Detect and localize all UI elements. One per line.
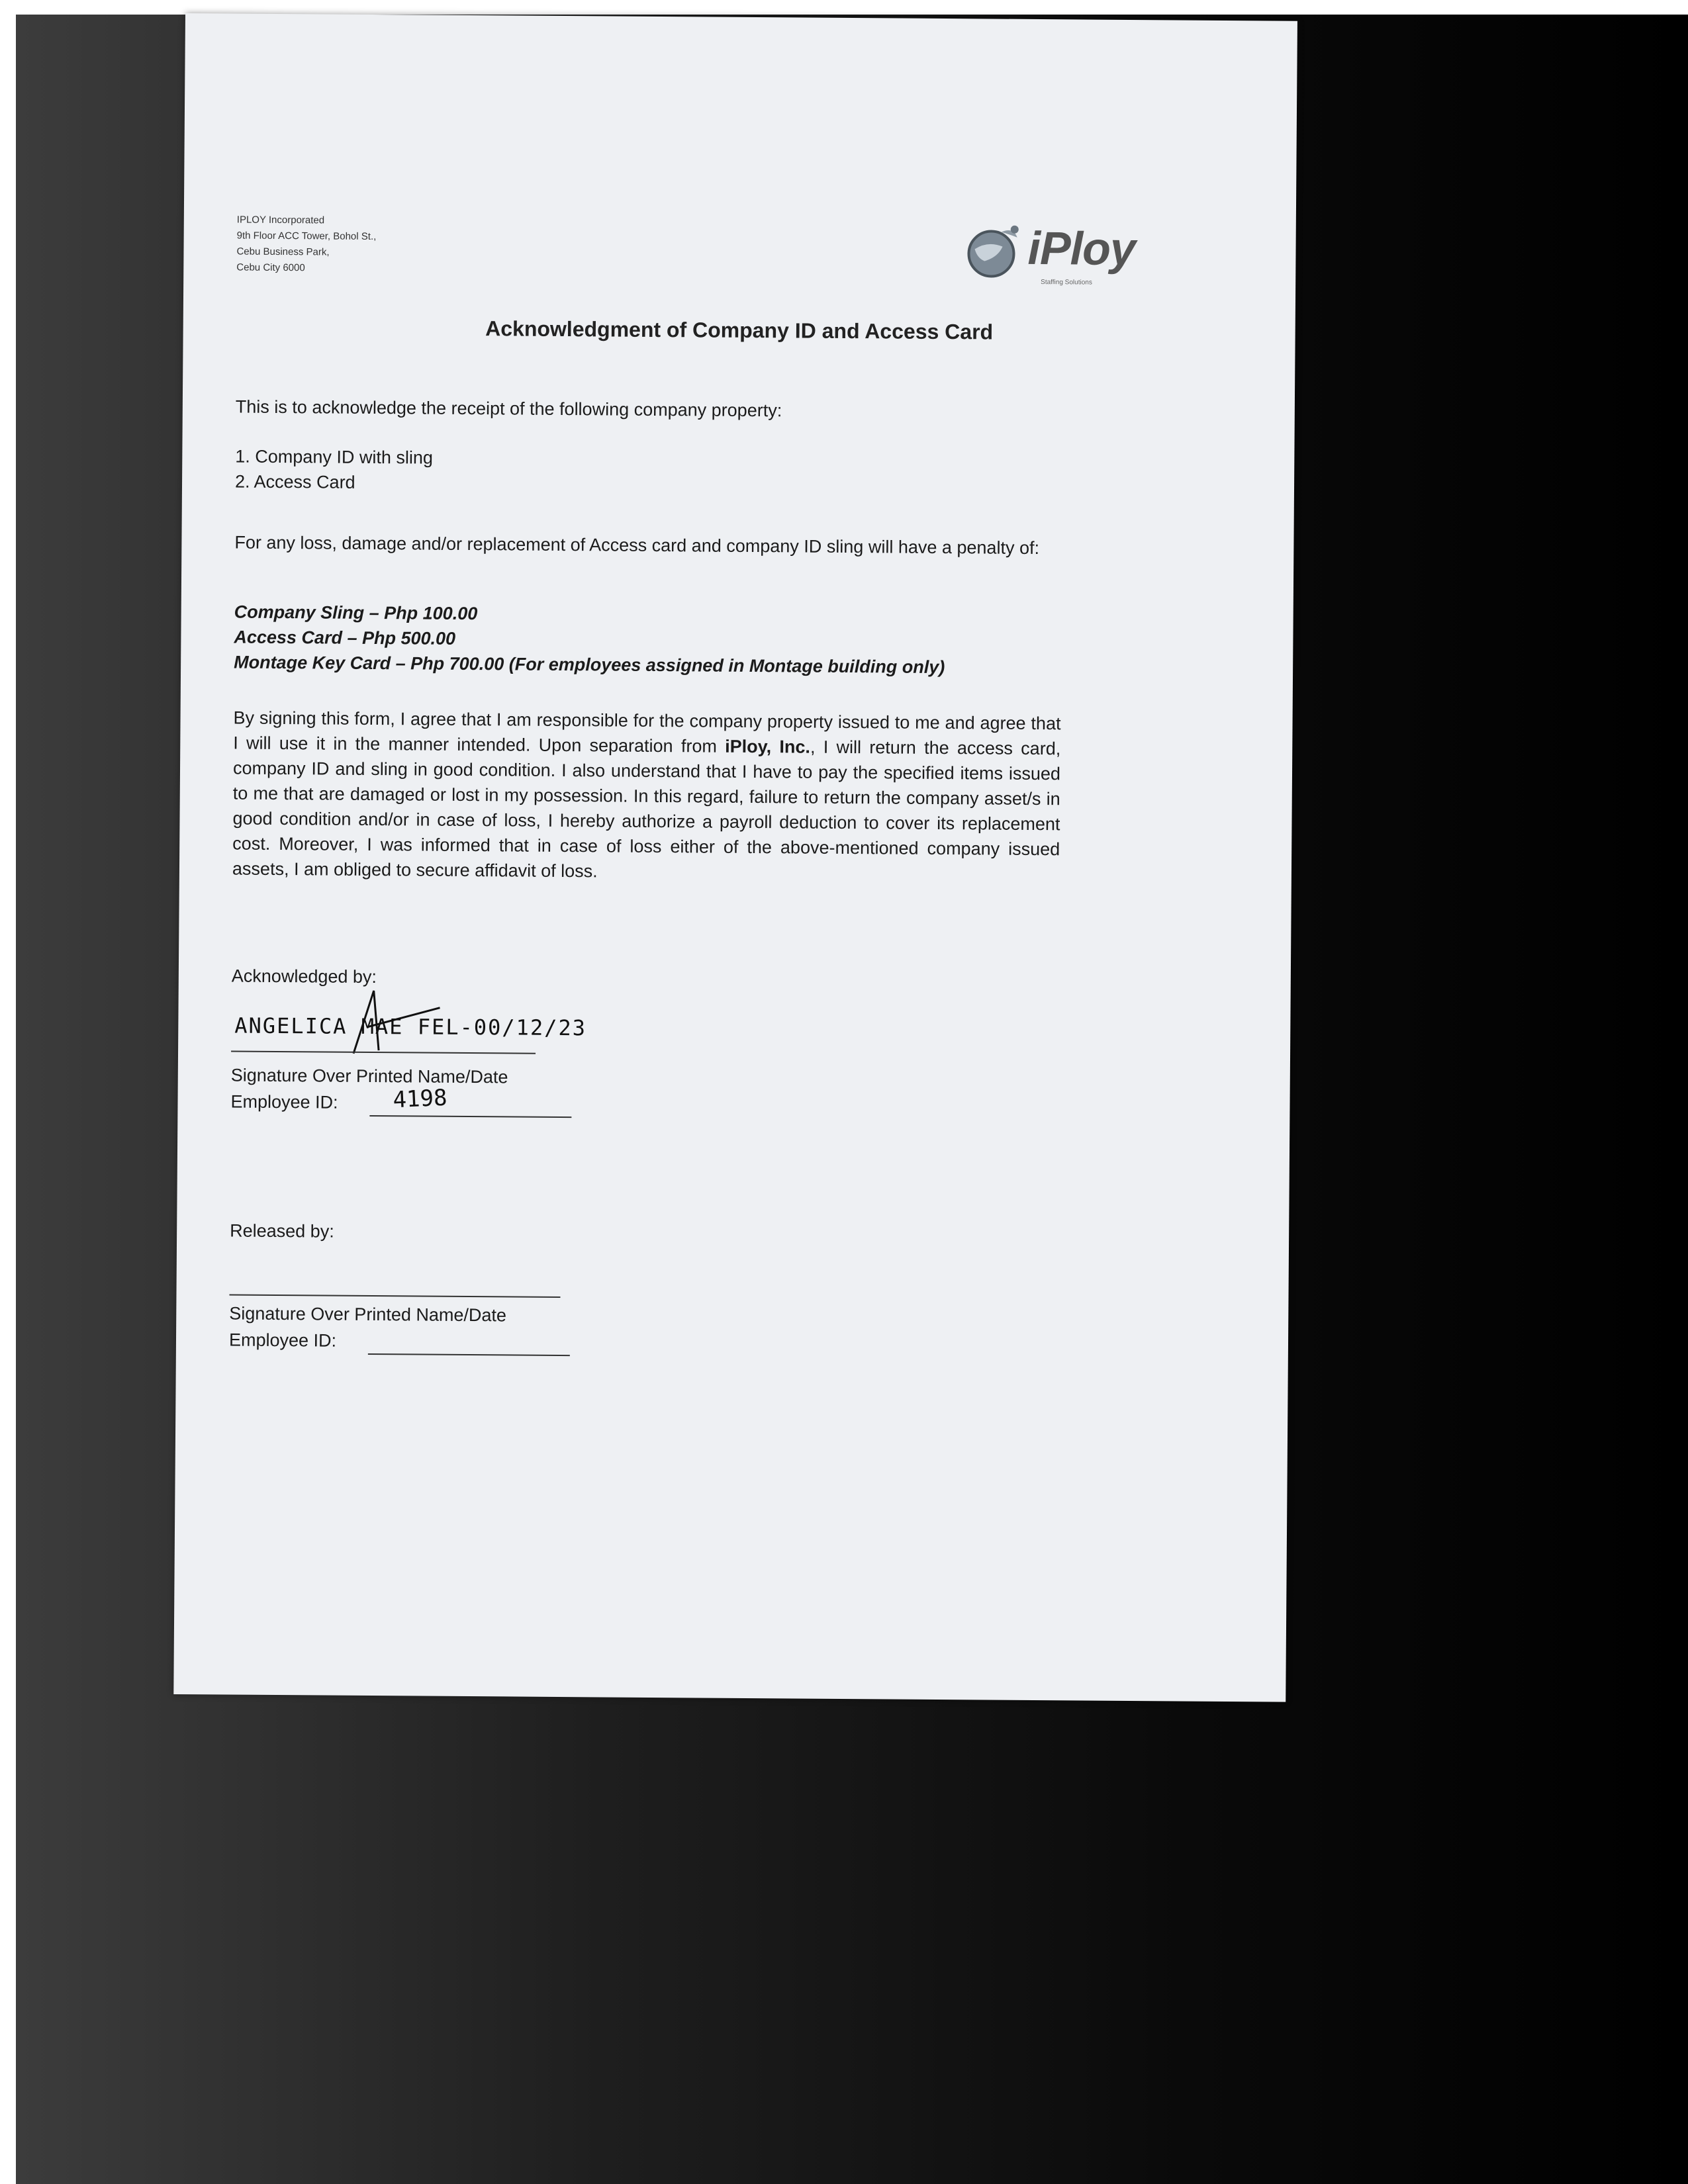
- agreement-text-before: By signing this form, I agree that I am responsible for the company property issued to me and agree that I will use it in the manner intended. Upon separation from: [233, 707, 1061, 756]
- penalty-list: [234, 600, 945, 680]
- globe-icon: [961, 217, 1028, 284]
- list-item: 2. Access Card: [234, 471, 355, 492]
- signature-scribble: [347, 987, 453, 1061]
- property-list: [235, 444, 433, 496]
- penalty-item: Montage Key Card – Php 700.00 (For employees assigned in Montage building only): [234, 652, 945, 678]
- address-line: Cebu Business Park,: [236, 246, 330, 258]
- acknowledged-by-label: Acknowledged by:: [231, 966, 377, 987]
- address-line: Cebu City 6000: [236, 261, 305, 274]
- logo-wordmark: iPloy: [1027, 222, 1136, 275]
- employee-id-handwritten: 4198: [392, 1084, 448, 1114]
- logo-tagline: Staffing Solutions: [1041, 279, 1092, 287]
- signature-caption: Signature Over Printed Name/Date: [230, 1065, 508, 1087]
- address-line: 9th Floor ACC Tower, Bohol St.,: [236, 230, 377, 243]
- document-title: Acknowledgment of Company ID and Access Card: [485, 316, 994, 344]
- address-line: IPLOY Incorporated: [236, 214, 325, 226]
- agreement-company-name: iPloy, Inc.: [725, 736, 811, 757]
- company-address: [236, 212, 376, 277]
- employee-id-line: [368, 1353, 570, 1356]
- signature-caption: Signature Over Printed Name/Date: [229, 1303, 507, 1326]
- document-page: [173, 13, 1297, 1702]
- penalty-text: For any loss, damage and/or replacement of Access card and company ID sling will have a penalty of:: [234, 532, 1040, 559]
- intro-text: This is to acknowledge the receipt of the following company property:: [235, 396, 782, 421]
- employee-id-label: Employee ID:: [230, 1091, 338, 1113]
- list-item: 1. Company ID with sling: [235, 446, 434, 468]
- employee-id-label: Employee ID:: [228, 1330, 337, 1351]
- acknowledged-signature: ANGELICA MAE FEL-00/12/23: [234, 1013, 587, 1041]
- agreement-paragraph: [232, 705, 1061, 887]
- penalty-item: Company Sling – Php 100.00: [234, 602, 478, 624]
- company-logo: [961, 217, 1134, 291]
- signature-line: [229, 1295, 560, 1298]
- agreement-text-after: , I will return the access card, company ID and sling in good condition. I also understand that I have to pay the specified items issued to me that are damaged or lost in my possession. In this regard, failure to return the company asset/s in good condition and/or in case of loss, I hereby authorize a payroll deduction to cover its replacement cost. Moreover, I was informed that in case of loss either of the above-mentioned company issued assets, I am obliged to secure affidavit of loss.: [232, 737, 1061, 882]
- released-by-label: Released by:: [230, 1220, 334, 1242]
- employee-id-line: [369, 1115, 571, 1118]
- penalty-item: Access Card – Php 500.00: [234, 627, 456, 649]
